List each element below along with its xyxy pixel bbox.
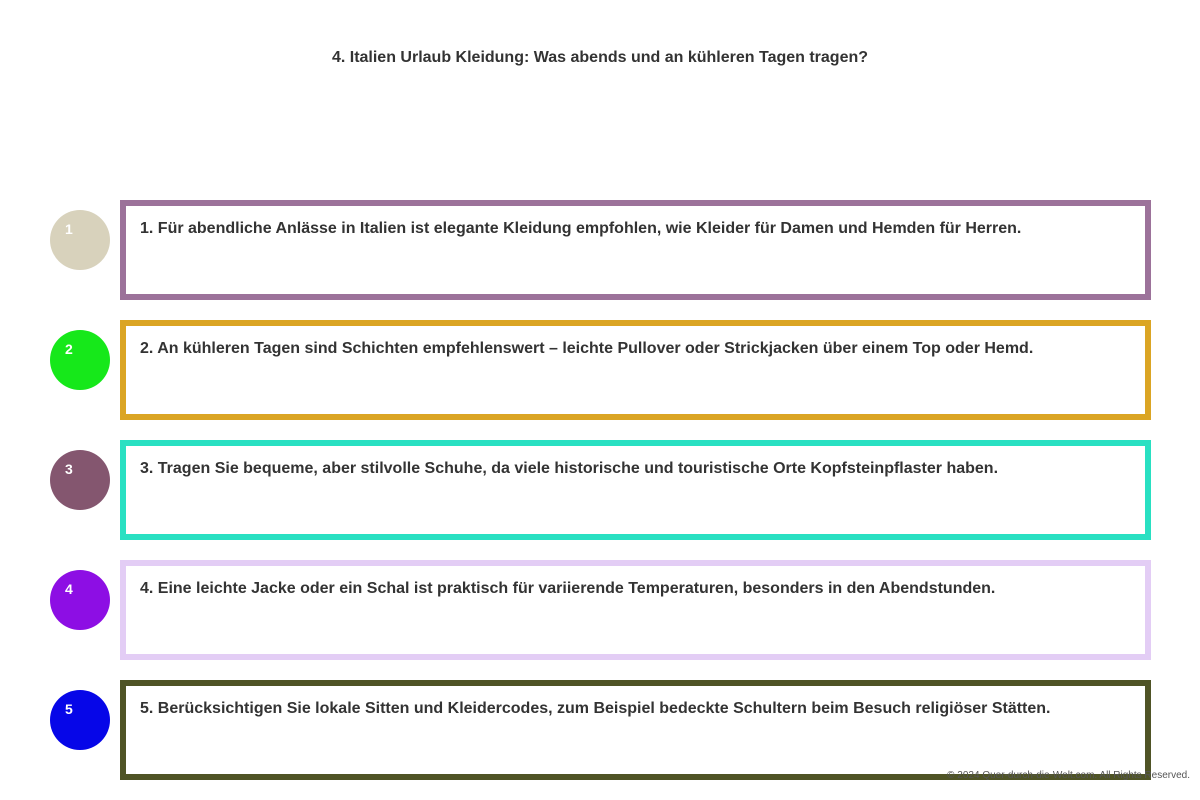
number-badge (50, 690, 110, 750)
tip-card (120, 680, 1151, 780)
number-badge (50, 330, 110, 390)
badge-number: 3 (65, 461, 73, 477)
list-item (0, 200, 1200, 320)
badge-number: 2 (65, 341, 73, 357)
tip-card (120, 200, 1151, 300)
tip-card (120, 560, 1151, 660)
tip-text: 1. Für abendliche Anlässe in Italien ist elegante Kleidung empfohlen, wie Kleider für Damen und Hemden für Herren. (140, 220, 1022, 237)
list-item (0, 440, 1200, 560)
tip-text: 2. An kühleren Tagen sind Schichten empfehlenswert – leichte Pullover oder Strickjacken über einem Top oder Hemd. (140, 340, 1034, 357)
number-badge (50, 450, 110, 510)
badge-number: 5 (65, 701, 73, 717)
list-item (0, 680, 1200, 800)
list-item (0, 320, 1200, 440)
badge-number: 4 (65, 581, 73, 597)
badge-number: 1 (65, 221, 73, 237)
tip-text: 3. Tragen Sie bequeme, aber stilvolle Schuhe, da viele historische und touristische Orte Kopfsteinpflaster haben. (140, 460, 999, 477)
tip-text: 5. Berücksichtigen Sie lokale Sitten und Kleidercodes, zum Beispiel bedeckte Schultern beim Besuch religiöser Stätten. (140, 700, 1051, 717)
number-badge (50, 570, 110, 630)
number-badge (50, 210, 110, 270)
tip-card (120, 440, 1151, 540)
page-title: 4. Italien Urlaub Kleidung: Was abends und an kühleren Tagen tragen? (331, 49, 869, 66)
copyright-footer: © 2024 Quer-durch-die-Welt.com. All Rights Reserved. (947, 770, 1190, 781)
tip-card (120, 320, 1151, 420)
list-item (0, 560, 1200, 680)
tips-list (0, 200, 1200, 800)
tip-text: 4. Eine leichte Jacke oder ein Schal ist praktisch für variierende Temperaturen, besonders in den Abendstunden. (140, 580, 996, 597)
